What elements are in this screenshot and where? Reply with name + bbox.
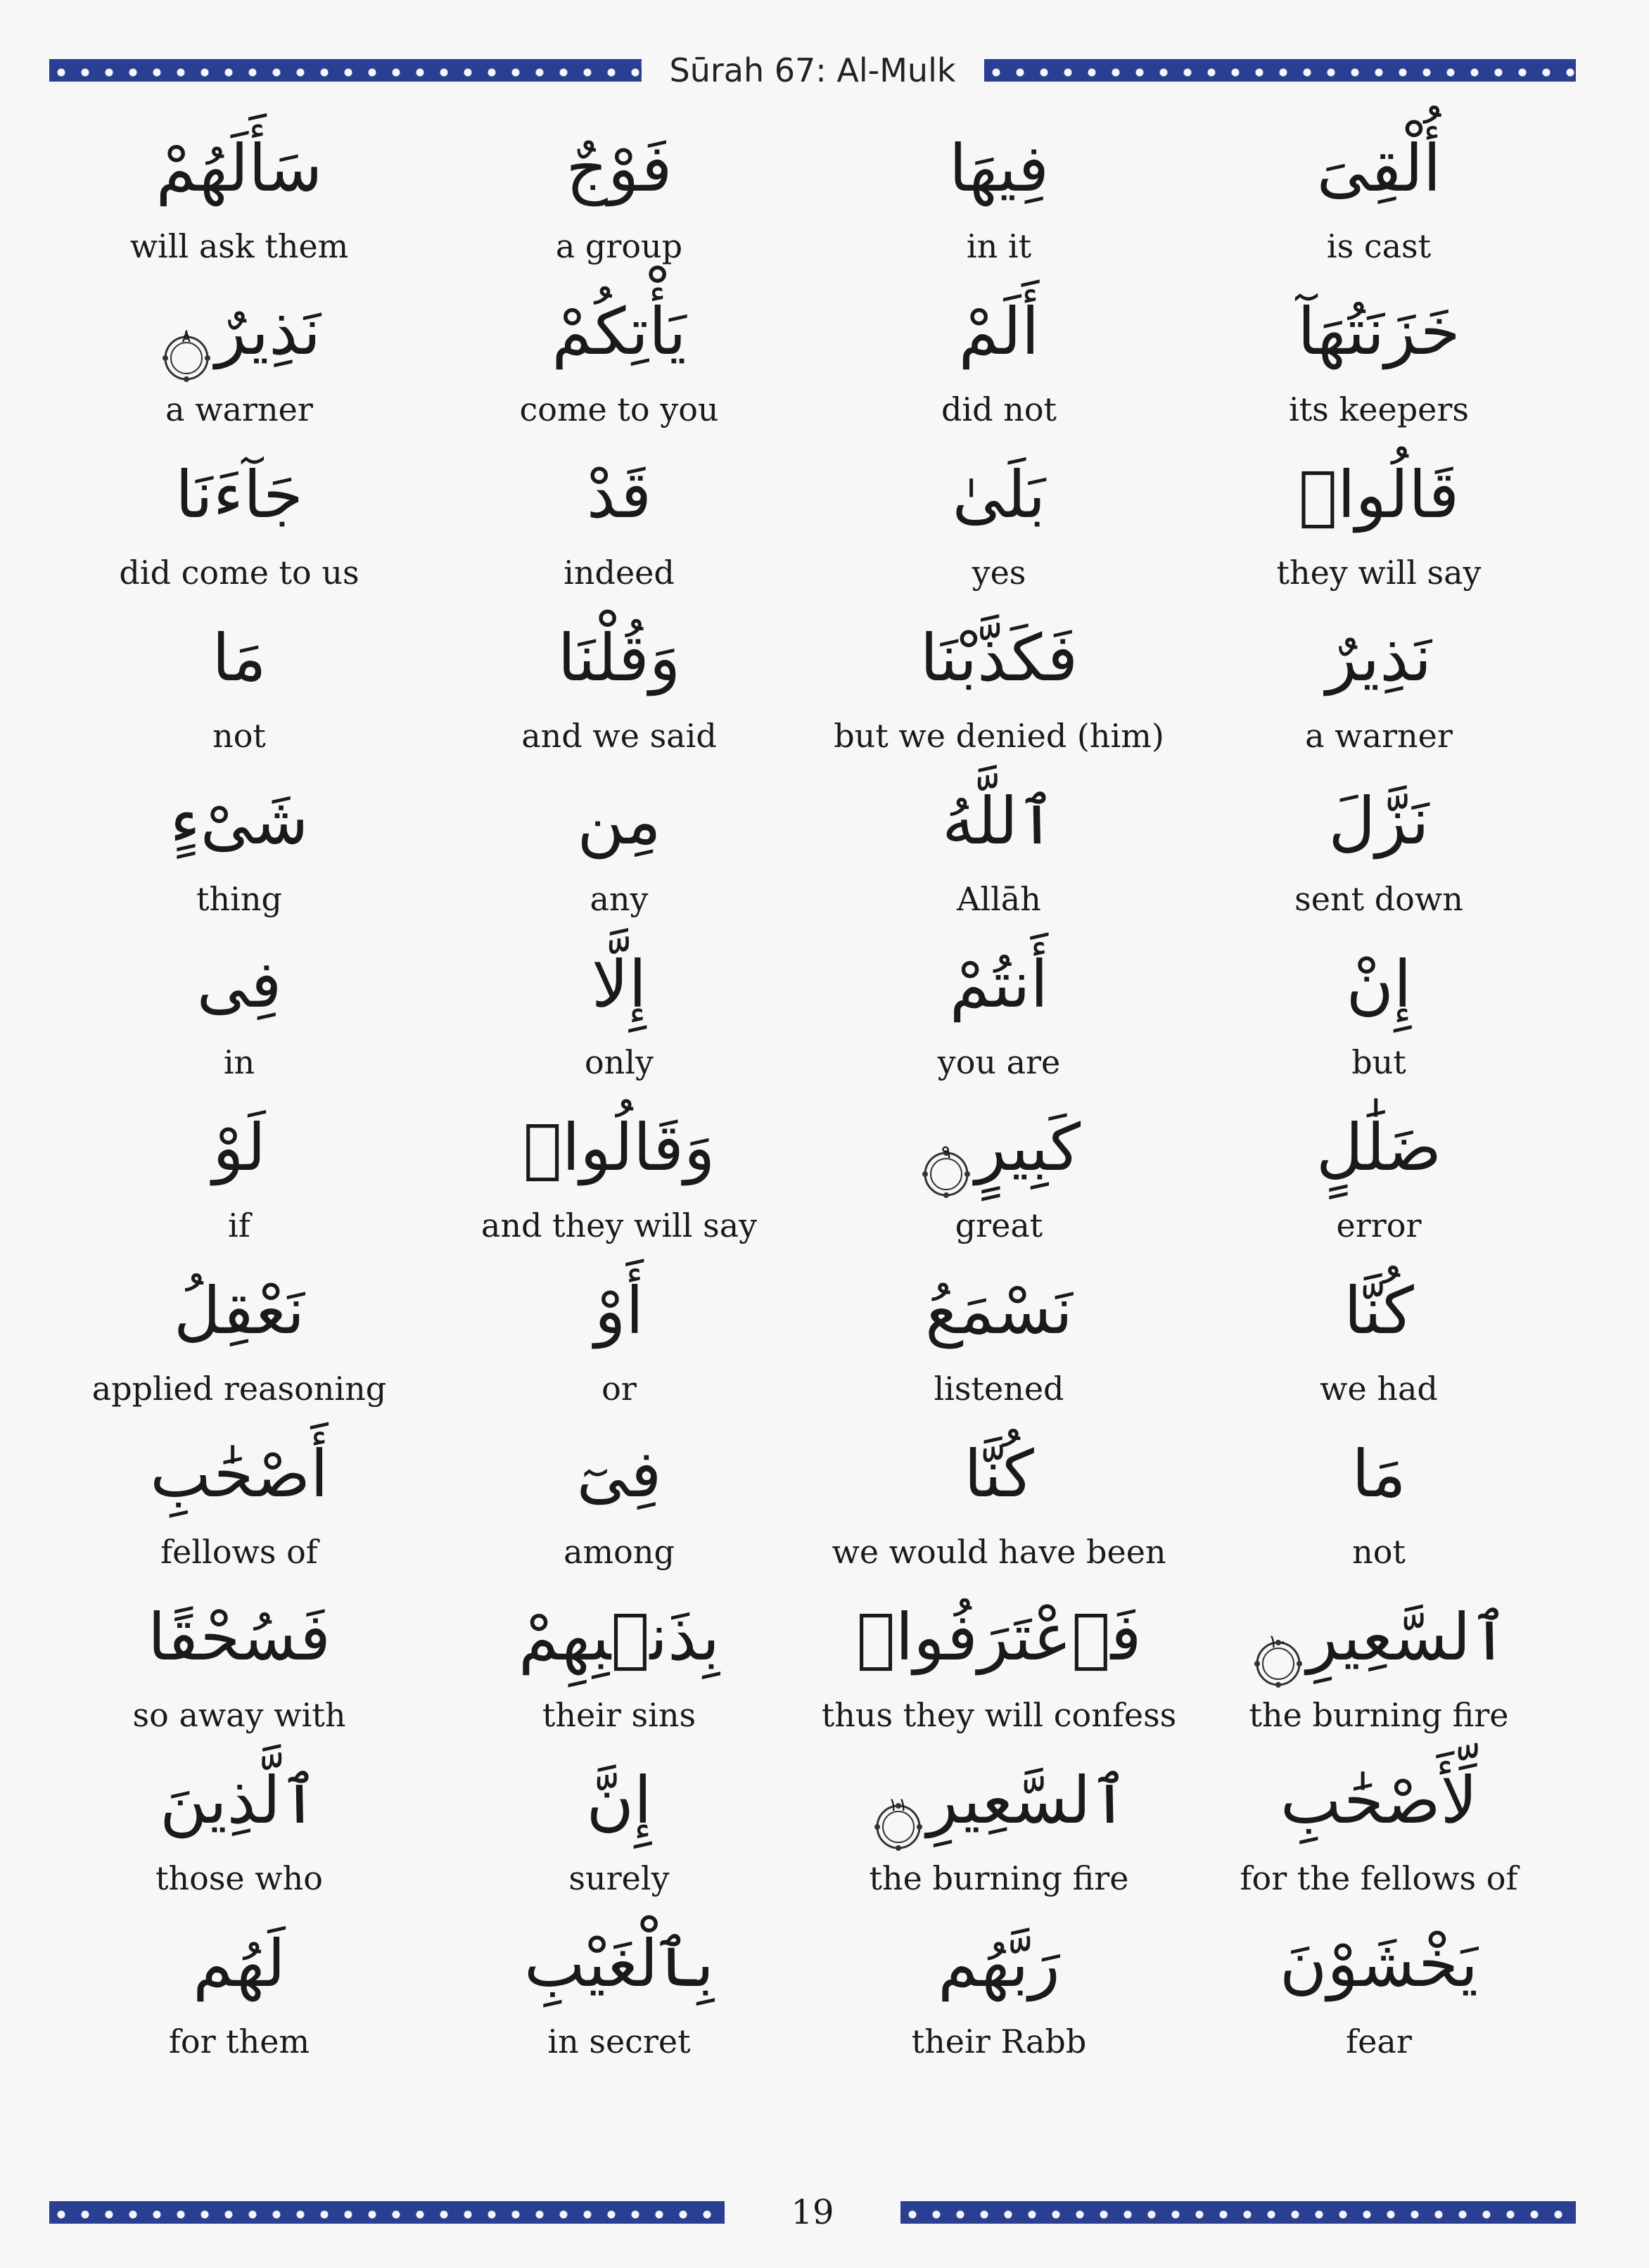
word-entry [809,1752,1189,1915]
arabic-word [49,609,429,708]
english-meaning: in [223,1043,255,1081]
word-row [49,1262,1597,1425]
word-entry [1189,1425,1569,1588]
ayah-number: ٨ [181,325,191,347]
english-meaning: thus they will confess [821,1696,1177,1734]
english-meaning: great [955,1206,1043,1244]
arabic-word [809,446,1189,544]
arabic-text: ٱلسَّعِيرِ [927,1763,1129,1838]
english-meaning: a warner [165,390,313,428]
arabic-text: قَدْ [586,457,652,533]
arabic-word [809,120,1189,218]
arabic-text: فَكَذَّبْنَا [919,620,1078,696]
arabic-text: شَىْءٍ [170,784,309,859]
arabic-word [429,1425,809,1524]
arabic-text: سَأَلَهُمْ [155,131,323,206]
word-entry [1189,1262,1569,1425]
word-entry [809,1588,1189,1752]
english-meaning: those who [155,1859,323,1897]
arabic-word [1189,120,1569,218]
arabic-word [49,1915,429,2013]
arabic-word [429,772,809,871]
ayah-end-marker [162,312,211,361]
word-entry [809,936,1189,1099]
english-meaning: for them [168,2022,310,2060]
word-entry [49,1752,429,1915]
arabic-word [1189,1588,1569,1687]
word-by-word-grid [49,120,1597,2078]
arabic-word [429,1099,809,1197]
arabic-text: بِذَنۢبِهِمْ [518,1600,720,1675]
english-meaning: among [564,1533,675,1571]
arabic-word [49,772,429,871]
arabic-text: فِيهَا [948,131,1050,206]
decorative-border-left [49,2201,725,2224]
word-row [49,1099,1597,1262]
arabic-text: مَا [212,620,267,696]
arabic-text: فَوْجٌ [566,131,673,206]
english-meaning: any [590,880,649,918]
word-row [49,936,1597,1099]
arabic-word [1189,772,1569,871]
arabic-word [1189,446,1569,544]
arabic-word [809,1262,1189,1361]
word-entry [429,1425,809,1588]
arabic-word [809,1425,1189,1524]
surah-title: Sūrah 67: Al-Mulk [669,51,956,89]
arabic-word [1189,1425,1569,1524]
arabic-word [1189,1915,1569,2013]
english-meaning: indeed [564,554,675,592]
word-entry [809,1099,1189,1262]
word-entry [49,609,429,772]
word-entry [1189,446,1569,609]
english-meaning: fear [1346,2022,1412,2060]
arabic-text: ضَلَٰلٍ [1316,1110,1442,1185]
arabic-text: يَخْشَوْنَ [1279,1926,1479,2001]
english-meaning: you are [937,1043,1061,1081]
arabic-text: وَقَالُوا۟ [523,1110,715,1185]
arabic-word [49,1588,429,1687]
english-meaning: we would have been [832,1533,1166,1571]
english-meaning: yes [972,554,1026,592]
arabic-text: خَزَنَتُهَآ [1297,294,1460,369]
english-meaning: will ask them [129,227,349,265]
word-entry [809,772,1189,936]
word-entry [429,120,809,283]
arabic-text: فَٱعْتَرَفُوا۟ [856,1600,1142,1675]
arabic-word [429,283,809,381]
english-meaning: but we denied (him) [834,717,1164,755]
word-entry [429,1752,809,1915]
arabic-word [1189,1752,1569,1850]
arabic-text: مِن [577,784,661,859]
arabic-word [49,120,429,218]
arabic-text: لَوْ [212,1110,266,1185]
english-meaning: a group [555,227,683,265]
word-entry [429,936,809,1099]
arabic-text: لِّأَصْحَٰبِ [1280,1763,1478,1838]
arabic-word [809,283,1189,381]
arabic-word [49,1752,429,1850]
arabic-text: فِىٓ [576,1436,662,1512]
arabic-word [49,936,429,1034]
word-row [49,772,1597,936]
word-entry [1189,772,1569,936]
arabic-text: رَبَّهُم [938,1926,1060,2001]
arabic-text: كُنَّا [1344,1273,1414,1349]
arabic-text: وَقُلْنَا [557,620,681,696]
word-entry [429,1915,809,2078]
arabic-text: كَبِيرٍ [974,1110,1081,1185]
english-meaning: they will say [1276,554,1482,592]
page-number: 19 [791,2193,834,2232]
word-entry [49,1915,429,2078]
arabic-text: نَسْمَعُ [925,1273,1073,1349]
arabic-text: فَسُحْقًا [147,1600,331,1675]
english-meaning: a warner [1305,717,1453,755]
word-entry [49,1262,429,1425]
ayah-number: ٩ [941,1141,951,1163]
arabic-word [429,936,809,1034]
english-meaning: their Rabb [911,2022,1087,2060]
word-entry [429,446,809,609]
word-entry [429,283,809,446]
ayah-end-marker [874,1780,923,1830]
english-meaning: so away with [132,1696,346,1734]
arabic-word [429,1915,809,2013]
word-entry [429,1262,809,1425]
english-meaning: is cast [1326,227,1432,265]
arabic-text: ٱلسَّعِيرِ [1306,1600,1509,1675]
english-meaning: sent down [1294,880,1463,918]
arabic-word [1189,936,1569,1034]
arabic-word [809,609,1189,708]
english-meaning: but [1351,1043,1406,1081]
arabic-word [429,446,809,544]
english-meaning: fellows of [160,1533,318,1571]
english-meaning: listened [934,1370,1064,1408]
english-meaning: the burning fire [869,1859,1129,1897]
english-meaning: the burning fire [1249,1696,1509,1734]
arabic-word [1189,1262,1569,1361]
arabic-text: نَذِيرٌ [1325,620,1432,696]
word-row [49,1588,1597,1752]
word-entry [49,772,429,936]
word-entry [1189,936,1569,1099]
arabic-word [49,283,429,381]
arabic-text: أَلَمْ [958,294,1040,369]
decorative-border-right [900,2201,1576,2224]
word-entry [49,1425,429,1588]
arabic-text: فِى [196,947,282,1022]
word-row [49,1752,1597,1915]
english-meaning: if [228,1206,250,1244]
english-meaning: error [1336,1206,1422,1244]
ayah-end-marker [922,1128,971,1177]
word-row [49,120,1597,283]
english-meaning: and they will say [480,1206,758,1244]
arabic-text: أَوْ [594,1273,644,1349]
arabic-text: قَالُوا۟ [1298,457,1460,533]
english-meaning: did come to us [119,554,359,592]
page-footer [49,2184,1576,2241]
word-entry [429,609,809,772]
arabic-text: أُلْقِىَ [1316,131,1441,206]
english-meaning: in it [966,227,1032,265]
word-entry [49,1099,429,1262]
word-entry [809,446,1189,609]
word-entry [1189,283,1569,446]
arabic-text: أَنتُمْ [949,947,1049,1022]
english-meaning: did not [941,390,1057,428]
word-entry [429,1588,809,1752]
arabic-word [809,936,1189,1034]
word-entry [809,120,1189,283]
word-row [49,283,1597,446]
arabic-word [429,609,809,708]
arabic-text: كُنَّا [964,1436,1034,1512]
word-entry [809,1425,1189,1588]
arabic-text: نَذِيرٌ [215,294,321,369]
arabic-text: إِلَّا [591,947,647,1022]
ayah-end-marker [1254,1617,1303,1667]
ayah-number: ١٠ [1268,1631,1288,1652]
arabic-word [809,1915,1189,2013]
english-meaning: thing [196,880,282,918]
word-entry [1189,1915,1569,2078]
ayah-number: ١١ [888,1794,908,1816]
arabic-text: أَصْحَٰبِ [150,1436,329,1512]
arabic-word [1189,1099,1569,1197]
arabic-word [429,1752,809,1850]
arabic-word [49,1425,429,1524]
word-entry [49,1588,429,1752]
arabic-text: مَا [1351,1436,1406,1512]
word-entry [429,1099,809,1262]
word-entry [809,1262,1189,1425]
arabic-text: بِٱلْغَيْبِ [523,1926,715,2001]
arabic-word [809,1099,1189,1197]
english-meaning: surely [568,1859,670,1897]
english-meaning: Allāh [957,880,1041,918]
english-meaning: in secret [547,2022,691,2060]
word-entry [49,936,429,1099]
arabic-word [429,120,809,218]
arabic-word [809,1588,1189,1687]
arabic-text: ٱللَّهُ [942,784,1056,859]
arabic-word [809,772,1189,871]
word-entry [1189,1099,1569,1262]
arabic-text: ٱلَّذِينَ [160,1763,319,1838]
arabic-word [49,446,429,544]
word-entry [809,1915,1189,2078]
arabic-text: لَهُم [193,1926,286,2001]
word-entry [49,446,429,609]
arabic-word [49,1099,429,1197]
arabic-word [809,1752,1189,1850]
arabic-word [1189,609,1569,708]
english-meaning: or [601,1370,637,1408]
english-meaning: applied reasoning [91,1370,387,1408]
english-meaning: its keepers [1288,390,1469,428]
english-meaning: their sins [542,1696,696,1734]
english-meaning: for the fellows of [1240,1859,1518,1897]
english-meaning: and we said [521,717,717,755]
page-header [49,42,1576,98]
english-meaning: not [1352,1533,1406,1571]
arabic-text: جَآءَنَا [175,457,303,533]
word-entry [49,283,429,446]
word-entry [809,609,1189,772]
decorative-border-left [49,59,642,82]
word-entry [429,772,809,936]
arabic-text: بَلَىٰ [952,457,1046,533]
word-entry [49,120,429,283]
decorative-border-right [984,59,1577,82]
english-meaning: come to you [519,390,719,428]
arabic-word [429,1588,809,1687]
english-meaning: not [212,717,266,755]
word-entry [1189,609,1569,772]
english-meaning: we had [1320,1370,1438,1408]
word-row [49,446,1597,609]
arabic-text: يَأْتِكُمْ [552,294,687,369]
word-row [49,1425,1597,1588]
word-entry [1189,1588,1569,1752]
arabic-word [429,1262,809,1361]
english-meaning: only [584,1043,654,1081]
word-row [49,609,1597,772]
word-row [49,1915,1597,2078]
arabic-text: إِنَّ [586,1763,652,1838]
arabic-word [1189,283,1569,381]
word-entry [809,283,1189,446]
word-entry [1189,120,1569,283]
arabic-word [49,1262,429,1361]
arabic-text: إِنْ [1346,947,1412,1022]
arabic-text: نَزَّلَ [1328,784,1430,859]
word-entry [1189,1752,1569,1915]
arabic-text: نَعْقِلُ [173,1273,305,1349]
